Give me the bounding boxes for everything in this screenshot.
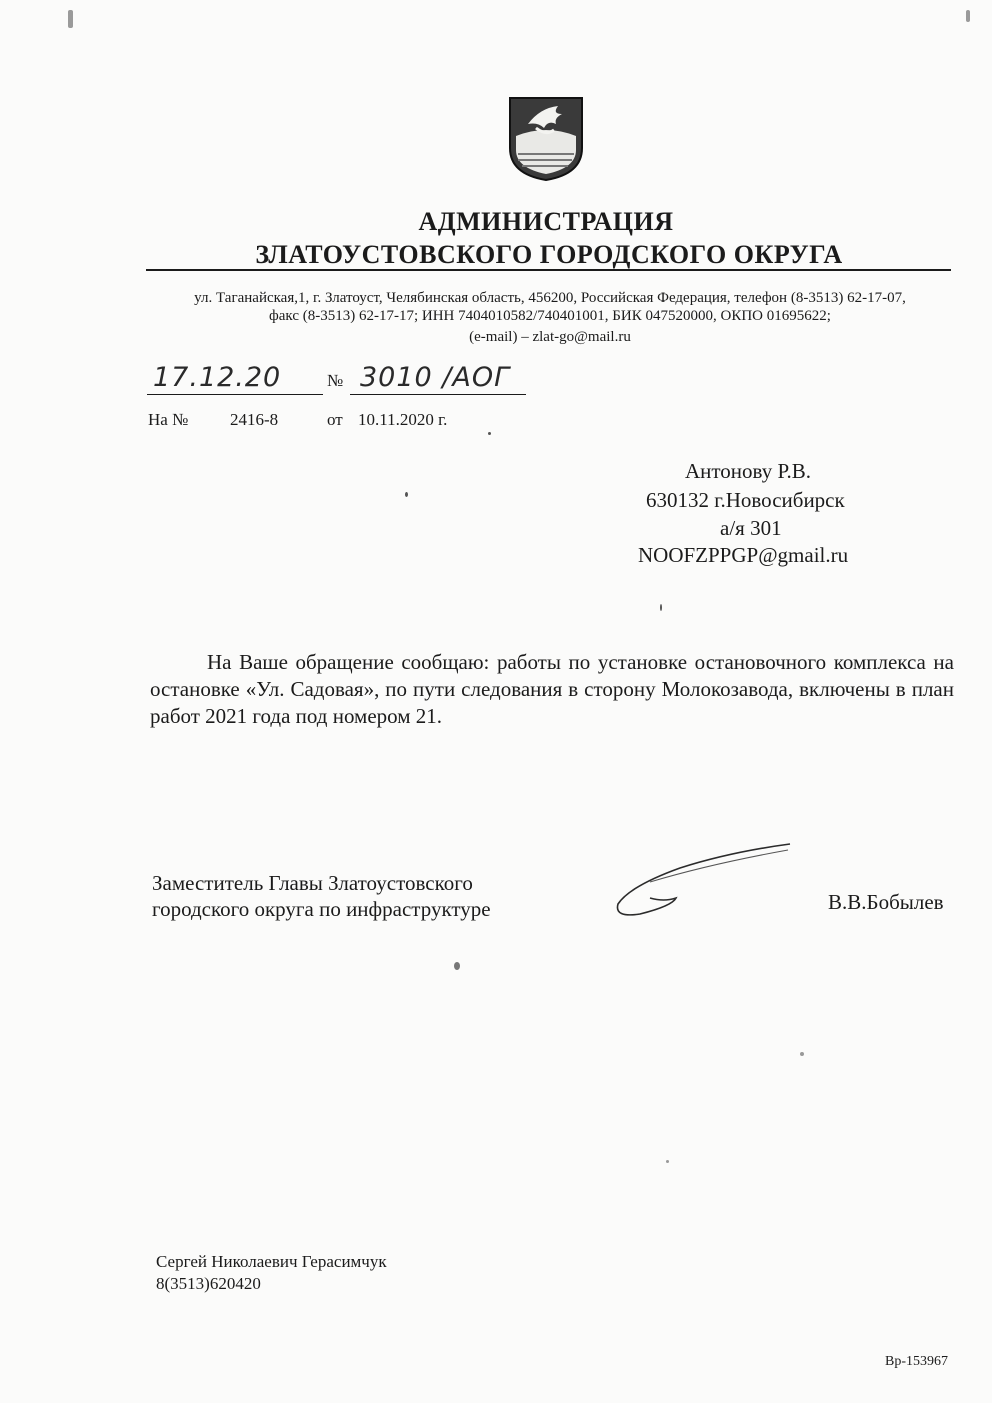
address-line1: ул. Таганайская,1, г. Златоуст, Челябинская область, 456200, Российская Федерация, телефон (8-3513) 62-17-07, xyxy=(194,290,906,306)
outgoing-number-field xyxy=(350,362,526,395)
outgoing-number: 3010 /АОГ xyxy=(360,362,511,393)
scan-mark xyxy=(660,604,662,611)
scan-mark xyxy=(454,962,460,970)
signer-name: В.В.Бобылев xyxy=(828,890,944,914)
ref-number: 2416-8 xyxy=(230,410,279,429)
scan-mark xyxy=(488,432,491,435)
recipient-name: Антонову Р.В. xyxy=(685,459,812,483)
scan-mark xyxy=(966,10,970,22)
document-code: Вр-153967 xyxy=(885,1354,948,1369)
executor-name: Сергей Николаевич Герасимчук xyxy=(156,1252,387,1271)
email-line: (e-mail) – zlat-go@mail.ru xyxy=(469,329,631,345)
scan-mark xyxy=(68,10,73,28)
signer-position-line2: городского округа по инфраструктуре xyxy=(152,897,491,921)
scan-mark xyxy=(800,1052,804,1056)
outgoing-date: 17.12.20 xyxy=(153,362,282,393)
handwritten-signature xyxy=(610,838,810,924)
org-title-line2: ЗЛАТОУСТОВСКОГО ГОРОДСКОГО ОКРУГА xyxy=(255,240,843,269)
address-line2: факс (8-3513) 62-17-17; ИНН 7404010582/740401001, БИК 047520000, ОКПО 01695622; xyxy=(269,308,831,324)
executor-phone: 8(3513)620420 xyxy=(156,1274,261,1293)
ref-from-label: от xyxy=(327,410,343,429)
scan-mark xyxy=(666,1160,669,1163)
letter-body xyxy=(150,649,954,730)
header-divider xyxy=(146,269,951,271)
recipient-city: 630132 г.Новосибирск xyxy=(646,488,845,512)
body-paragraph: На Ваше обращение сообщаю: работы по установке остановочного комплекса на остановке «Ул. Садовая», по пути следования в сторону Молокозавода, включены в план работ 2021 года под номером 21. xyxy=(150,650,954,728)
number-label: № xyxy=(327,371,344,390)
signer-position-line1: Заместитель Главы Златоустовского xyxy=(152,871,473,895)
scan-mark xyxy=(405,492,408,497)
recipient-email: NOOFZPPGP@gmail.ru xyxy=(638,543,849,567)
outgoing-date-field xyxy=(147,362,323,395)
ref-date: 10.11.2020 г. xyxy=(358,410,448,429)
recipient-po-box: а/я 301 xyxy=(720,516,782,540)
org-title-line1: АДМИНИСТРАЦИЯ xyxy=(418,207,674,236)
ref-label: На № xyxy=(148,410,189,429)
city-emblem-icon xyxy=(506,94,586,182)
